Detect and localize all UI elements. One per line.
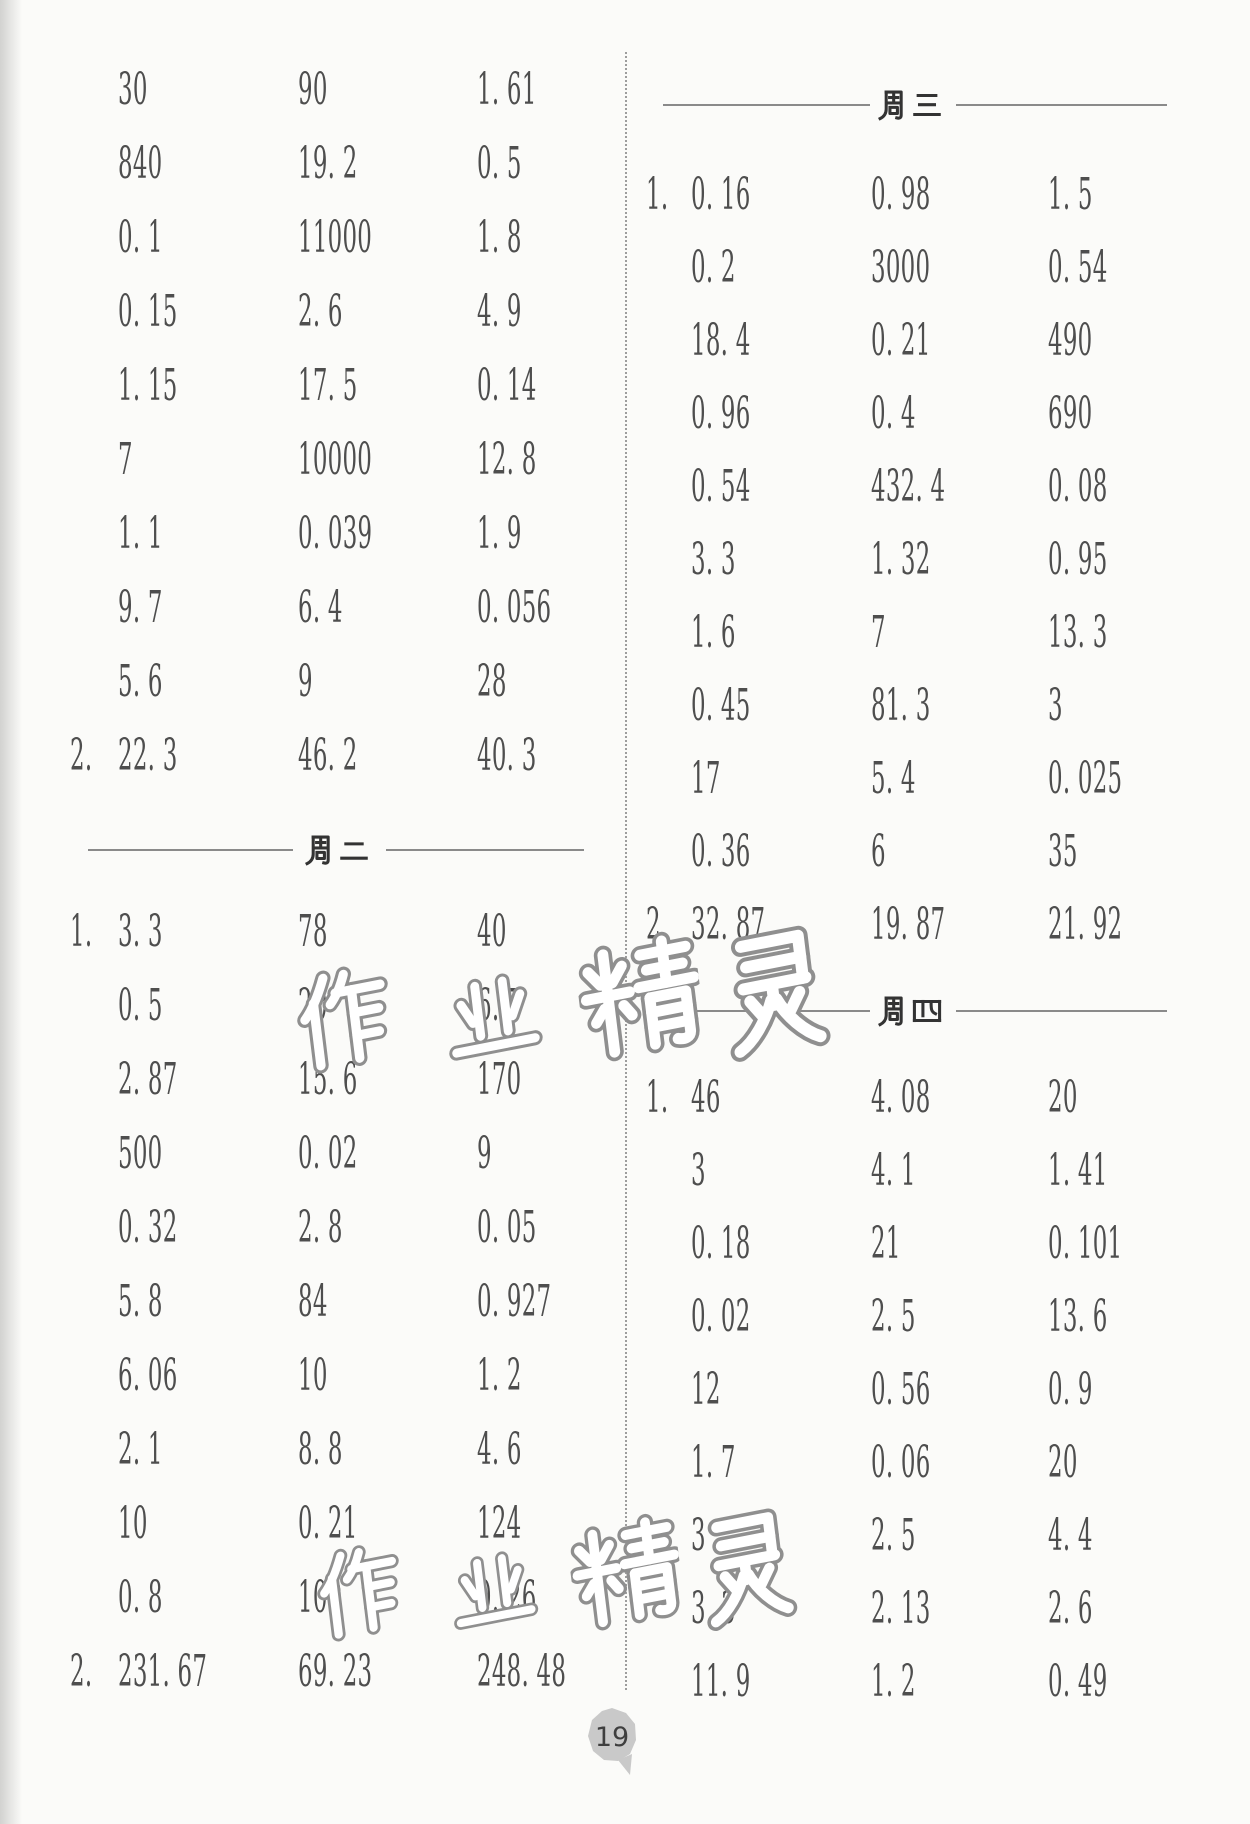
answer-row [0,742,1250,816]
answer-value: 2. 8 [298,1202,343,1253]
answer-value: 0. 927 [477,1276,552,1327]
answer-value: 6. 06 [118,1350,178,1401]
answer-value: 0. 9 [1048,1364,1093,1415]
answer-row [0,815,1250,889]
answer-value: 0. 056 [477,582,552,633]
answer-value: 3 [691,1510,706,1561]
answer-value: 1. 1 [118,508,163,559]
answer-value: 10000 [298,434,373,485]
answer-value: 4. 9 [477,286,522,337]
answer-value: 2. 5 [871,1291,916,1342]
answer-value: 11000 [298,212,373,263]
answer-row [0,1353,1250,1427]
answer-value: 4. 6 [477,1424,522,1475]
answer-value: 19. 2 [298,138,358,189]
problem-number-label: 1. [70,906,93,957]
answer-value: 1. 41 [1048,1145,1108,1196]
answer-value: 69. 23 [298,1646,373,1697]
answer-row [0,888,1250,962]
answer-value: 32. 87 [691,899,766,950]
header-rule-right [956,1010,1167,1012]
answer-value: 248. 48 [477,1646,567,1697]
answer-value: 0. 2 [691,242,736,293]
answer-value: 7 [118,434,133,485]
answer-value: 5. 4 [871,753,916,804]
header-title-glyphs [876,994,944,1028]
answer-value: 0. 26 [477,1572,537,1623]
problem-number-label: 1. [646,1072,669,1123]
answer-value: 0. 45 [691,680,751,731]
answer-value: 3. 3 [118,906,163,957]
answer-row [0,231,1250,305]
answer-value: 20 [1048,1437,1078,1488]
answer-value: 6. 7 [477,980,522,1031]
answer-value: 1. 9 [477,508,522,559]
page-number-badge [584,1704,640,1778]
answer-value: 0. 21 [298,1498,358,1549]
answer-row [0,1572,1250,1646]
answer-row [0,1061,1250,1135]
answer-row [0,158,1250,232]
header-title-glyphs [876,88,944,122]
answer-value: 0. 08 [1048,461,1108,512]
answer-value: 0. 025 [1048,753,1123,804]
answer-row [0,596,1250,670]
answer-value: 0. 36 [691,826,751,877]
answer-value: 2. 1 [118,1424,163,1475]
answer-value: 432. 4 [871,461,946,512]
answer-value: 17 [691,753,721,804]
answer-value: 5. 8 [118,1276,163,1327]
section-header [0,86,1250,126]
answer-row [0,1207,1250,1281]
answer-value: 100 [298,1572,343,1623]
answer-value: 2. 13 [871,1583,931,1634]
answer-row [0,1426,1250,1500]
answer-value: 2. 6 [1048,1583,1093,1634]
answer-value: 35 [1048,826,1078,877]
answer-value: 500 [118,1128,163,1179]
answer-value: 1. 32 [871,534,931,585]
answer-value: 3. 3 [691,1583,736,1634]
header-rule-right [956,104,1167,106]
answer-value: 3 [1048,680,1063,731]
answer-value: 0. 95 [1048,534,1108,585]
answer-value: 18. 4 [691,315,751,366]
problem-number-label: 1. [646,169,669,220]
answer-value: 0. 5 [477,138,522,189]
cjk-glyph-周 [876,88,910,122]
answer-value: 4. 1 [871,1145,916,1196]
answer-value: 0. 98 [871,169,931,220]
page-number: 19 [594,1722,630,1753]
answer-value: 0. 02 [298,1128,358,1179]
answer-value: 40. 3 [477,730,537,781]
answer-value: 9 [477,1128,492,1179]
answer-row [0,450,1250,524]
section-header [0,992,1250,1032]
cjk-glyph-三 [910,88,944,122]
answer-value: 7 [871,607,886,658]
answer-value: 0. 5 [118,980,163,1031]
answer-value: 1. 8 [477,212,522,263]
answer-value: 0. 1 [118,212,163,263]
answer-value: 5. 6 [118,656,163,707]
answer-value: 0. 16 [691,169,751,220]
answer-value: 0. 18 [691,1218,751,1269]
answer-row [0,523,1250,597]
answer-value: 6 [871,826,886,877]
answer-value: 0. 54 [1048,242,1108,293]
answer-row [0,1499,1250,1573]
answer-value: 0. 039 [298,508,373,559]
answer-value: 0. 15 [118,286,178,337]
answer-value: 1. 7 [691,1437,736,1488]
answer-value: 0. 06 [871,1437,931,1488]
answer-value: 0. 05 [477,1202,537,1253]
answer-value: 10 [298,1350,328,1401]
answer-value: 0. 14 [477,360,537,411]
answer-value: 40 [477,906,507,957]
answer-value: 0. 49 [1048,1656,1108,1707]
answer-value: 15. 6 [298,1054,358,1105]
answer-value: 10 [118,1498,148,1549]
answer-value: 21 [871,1218,901,1269]
answer-value: 490 [1048,315,1093,366]
answer-row [0,669,1250,743]
answer-value: 8. 8 [298,1424,343,1475]
answer-row [0,377,1250,451]
problem-number-label: 2. [70,730,93,781]
answer-value: 1. 2 [477,1350,522,1401]
answer-value: 46 [691,1072,721,1123]
answer-value: 19. 87 [871,899,946,950]
answer-value: 13. 3 [1048,607,1108,658]
answer-value: 231. 67 [118,1646,208,1697]
answer-value: 78 [298,906,328,957]
answer-value: 0. 54 [691,461,751,512]
problem-number-label: 2. [646,899,669,950]
answer-value: 3 [691,1145,706,1196]
answer-value: 12. 8 [477,434,537,485]
answer-value: 3000 [871,242,931,293]
answer-value: 124 [477,1498,522,1549]
answer-value: 28 [477,656,507,707]
answer-value: 9 [298,656,313,707]
answer-value: 0. 8 [118,1572,163,1623]
answer-row [0,1280,1250,1354]
answer-value: 90 [298,64,328,115]
cjk-glyph-周 [876,994,910,1028]
answer-value: 4. 08 [871,1072,931,1123]
header-rule-left [663,104,870,106]
answer-value: 170 [477,1054,522,1105]
answer-row [0,1134,1250,1208]
answer-value: 30 [118,64,148,115]
answer-value: 2. 87 [118,1054,178,1105]
answer-value: 21. 92 [1048,899,1123,950]
cjk-glyph-四 [910,994,944,1028]
answer-value: 2. 5 [871,1510,916,1561]
answer-value: 0. 96 [691,388,751,439]
answer-value: 690 [1048,388,1093,439]
answer-value: 11. 9 [691,1656,751,1707]
answer-value: 0. 21 [871,315,931,366]
answer-value: 0. 56 [871,1364,931,1415]
answer-value: 46. 2 [298,730,358,781]
answer-value: 1. 15 [118,360,178,411]
answer-value: 0. 101 [1048,1218,1123,1269]
answer-value: 13. 6 [1048,1291,1108,1342]
answer-value: 4. 4 [1048,1510,1093,1561]
answer-value: 0. 32 [118,1202,178,1253]
answer-row [0,304,1250,378]
answer-value: 3. 3 [691,534,736,585]
answer-value: 840 [118,138,163,189]
header-rule-left [663,1010,870,1012]
answer-value: 9. 7 [118,582,163,633]
answer-value: 20 [298,980,328,1031]
answer-value: 12 [691,1364,721,1415]
answer-value: 1. 5 [1048,169,1093,220]
answer-value: 6. 4 [298,582,343,633]
answer-value: 22. 3 [118,730,178,781]
answer-value: 2. 6 [298,286,343,337]
answer-value: 1. 2 [871,1656,916,1707]
answer-value: 0. 4 [871,388,916,439]
answer-value: 17. 5 [298,360,358,411]
answer-value: 81. 3 [871,680,931,731]
answer-value: 1. 6 [691,607,736,658]
answer-value: 84 [298,1276,328,1327]
answer-value: 20 [1048,1072,1078,1123]
answer-value: 1. 61 [477,64,537,115]
answer-value: 0. 02 [691,1291,751,1342]
problem-number-label: 2. [70,1646,93,1697]
